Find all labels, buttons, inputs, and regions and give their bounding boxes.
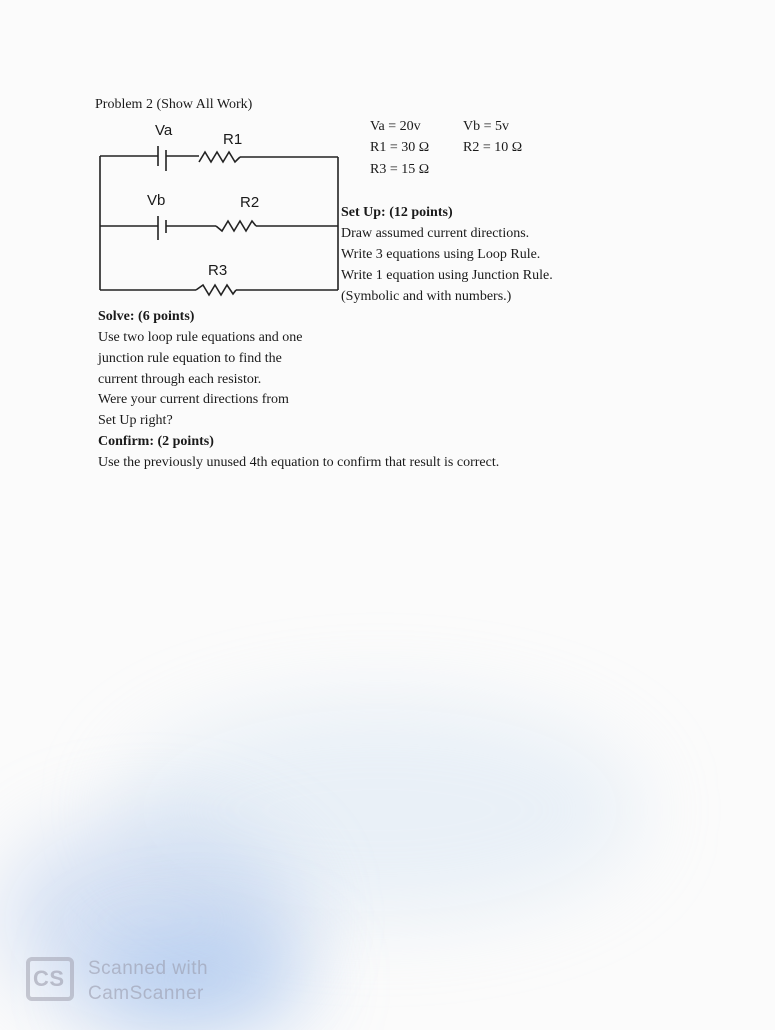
setup-line: Write 3 equations using Loop Rule. (341, 247, 541, 262)
setup-line: (Symbolic and with numbers.) (341, 289, 512, 304)
resistor-r1-zigzag (199, 152, 240, 162)
resistor-r2-zigzag (216, 221, 256, 231)
resistor-r3-zigzag (196, 285, 236, 295)
confirm-text: Use the previously unused 4th equation to confirm that result is correct. (98, 455, 500, 470)
given-r1: R1 = 30 Ω (370, 140, 430, 155)
given-vb: Vb = 5v (463, 119, 510, 134)
solve-line: current through each resistor. (98, 372, 262, 387)
label-r2: R2 (240, 194, 260, 211)
label-vb: Vb (147, 192, 166, 209)
given-va: Va = 20v (370, 119, 421, 134)
solve-line: Set Up right? (98, 413, 173, 428)
problem-title: Problem 2 (Show All Work) (95, 97, 253, 112)
solve-line: Use two loop rule equations and one (98, 330, 303, 345)
label-r1: R1 (223, 131, 243, 148)
watermark-line2: CamScanner (88, 983, 204, 1004)
setup-heading: Set Up: (12 points) (341, 205, 453, 220)
confirm-heading: Confirm: (2 points) (98, 434, 214, 449)
watermark-line1: Scanned with (88, 958, 209, 979)
setup-line: Write 1 equation using Junction Rule. (341, 268, 553, 283)
label-va: Va (155, 122, 173, 139)
solve-line: Were your current directions from (98, 392, 289, 407)
solve-line: junction rule equation to find the (98, 351, 282, 366)
camscanner-logo-icon (26, 957, 74, 1001)
setup-line: Draw assumed current directions. (341, 226, 530, 241)
given-r3: R3 = 15 Ω (370, 162, 430, 177)
given-r2: R2 = 10 Ω (463, 140, 523, 155)
label-r3: R3 (208, 262, 228, 279)
solve-heading: Solve: (6 points) (98, 309, 195, 324)
watermark-logo-text: CS (33, 966, 65, 991)
